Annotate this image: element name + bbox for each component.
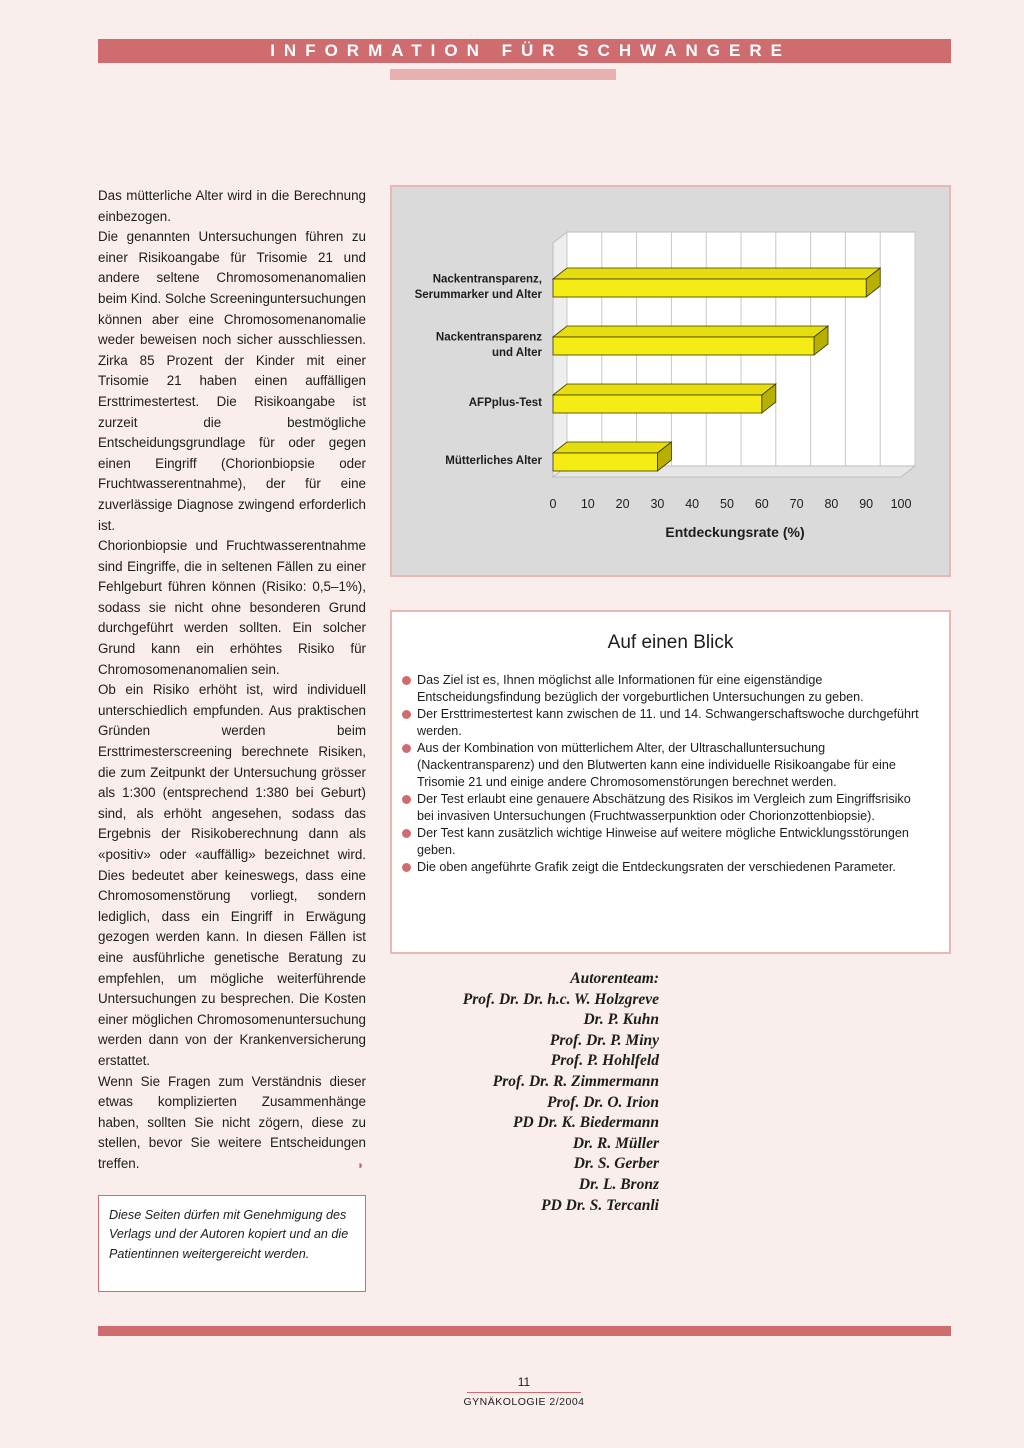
x-tick-label: 70 [789, 497, 804, 511]
body-paragraph: Die genannten Untersuchungen führen zu einer Risikoangabe für Trisomie 21 und andere seltene Chromosomenanomalien beim Kind. Solche Screeninguntersuchungen können aber eine Chromosomenanomalie weder beweisen noch sicher ausschliessen. Zirka 85 Prozent der Kinder mit einer Trisomie 21 haben einen auffälligen Ersttrimestertest. Die Risikoangabe ist zurzeit die bestmögliche Entscheidungsgrundlage für oder gegen einen Eingriff (Chorionbiopsie oder Fruchtwasserentnahme), der für eine zuverlässige Diagnose zwingend erforderlich ist. [98, 229, 366, 533]
bullet-icon [402, 829, 411, 838]
author-name: Prof. P. Hohlfeld [550, 1052, 659, 1070]
end-mark-icon: ◗ [357, 1158, 365, 1172]
category-label: Nackentransparenz, [432, 273, 542, 286]
chart-panel [390, 185, 951, 577]
author-name: Prof. Dr. O. Irion [547, 1093, 659, 1111]
x-tick-label: 40 [685, 497, 700, 511]
bar [553, 453, 657, 471]
bar-top-face [553, 442, 671, 453]
copy-notice-text: Diese Seiten dürfen mit Genehmigung des Verlags und der Autoren kopiert und an die Patientinnen weitergereicht werden. [109, 1208, 349, 1261]
body-text-column [98, 186, 366, 1175]
bullet-icon [402, 795, 411, 804]
author-name: PD Dr. S. Tercanli [541, 1196, 659, 1214]
header-bar [98, 39, 951, 63]
category-label: und Alter [491, 346, 542, 359]
bar [553, 395, 762, 413]
x-tick-label: 90 [859, 497, 874, 511]
author-name: Dr. L. Bronz [578, 1175, 659, 1193]
x-tick-label: 30 [650, 497, 665, 511]
author-name: Prof. Dr. R. Zimmermann [492, 1072, 659, 1090]
bar [553, 337, 814, 355]
body-paragraph: Das mütterliche Alter wird in die Berechnung einbezogen. [98, 188, 366, 224]
bullet-icon [402, 863, 411, 872]
x-tick-label: 80 [824, 497, 839, 511]
body-paragraph: Wenn Sie Fragen zum Verständnis dieser etwas komplizierten Zusammenhänge haben, sollten Sie nicht zögern, diese zu stellen, bevor Sie weitere Entscheidungen treffen. [98, 1073, 366, 1171]
x-axis-label: Entdeckungsrate (%) [665, 524, 805, 540]
author-heading: Autorenteam: [570, 970, 659, 987]
summary-box [390, 610, 951, 954]
journal-divider [467, 1392, 581, 1393]
category-label: Serummarker und Alter [414, 288, 542, 301]
author-name: Prof. Dr. P. Miny [549, 1031, 659, 1049]
header-accent-strip [390, 69, 616, 80]
author-name: Dr. R. Müller [572, 1134, 659, 1152]
header-title: INFORMATION FÜR SCHWANGERE [270, 41, 791, 60]
bar [553, 279, 866, 297]
author-name: Prof. Dr. Dr. h.c. W. Holzgreve [462, 990, 659, 1008]
summary-item: Das Ziel ist es, Ihnen möglichst alle Informationen für eine eigenständige Entscheidungsfindung bezüglich der vorgeburtlichen Untersuchungen zu geben. [402, 672, 922, 706]
x-tick-label: 10 [580, 497, 595, 511]
category-label: AFPplus-Test [468, 397, 542, 409]
bar-top-face [553, 268, 880, 279]
author-team [390, 969, 659, 1216]
author-name: PD Dr. K. Biedermann [513, 1114, 659, 1132]
x-tick-label: 100 [890, 497, 912, 511]
body-paragraph: Ob ein Risiko erhöht ist, wird individuell unterschiedlich empfunden. Aus praktischen Gründen werden beim Ersttrimesterscreening berechnete Risiken, die zum Zeitpunkt der Untersuchung grösser als 1:300 (entsprechend 1:380 bei Geburt) sind, als erhöht angesehen, sodass das Ergebnis der Risikoberechnung dann als «positiv» oder «auffällig» bezeichnet wird. Dies bedeutet aber keineswegs, dass eine Chromosomenstörung vorliegt, sondern lediglich, dass ein Eingriff in Erwägung gezogen werden kann. In diesen Fällen ist eine ausführliche genetische Beratung zu empfehlen, um mögliche weiterführende Untersuchungen zu besprechen. Die Kosten einer möglichen Chromosomenuntersuchung werden dann von der Krankenversicherung erstattet. [98, 682, 366, 1068]
journal-name: GYNÄKOLOGIE 2/2004 [463, 1396, 585, 1408]
summary-item: Der Test erlaubt eine genauere Abschätzung des Risikos im Vergleich zum Eingriffsrisiko bei invasiven Untersuchungen (Fruchtwasserpunktion oder Chorionzottenbiopsie). [402, 791, 922, 825]
author-name: Dr. S. Gerber [573, 1155, 659, 1173]
bullet-icon [402, 676, 411, 685]
footer-bar [98, 1326, 951, 1336]
x-tick-label: 20 [615, 497, 630, 511]
bullet-icon [402, 710, 411, 719]
summary-item: Der Test kann zusätzlich wichtige Hinweise auf weitere mögliche Entwicklungsstörungen geben. [402, 825, 922, 859]
summary-item: Der Ersttrimestertest kann zwischen de 11. und 14. Schwangerschaftswoche durchgeführt werden. [402, 706, 922, 740]
detection-rate-chart [392, 187, 949, 575]
bar-top-face [553, 384, 776, 395]
summary-item: Die oben angeführte Grafik zeigt die Entdeckungsraten der verschiedenen Parameter. [402, 859, 922, 876]
summary-item: Aus der Kombination von mütterlichem Alter, der Ultraschalluntersuchung (Nackentransparenz) und den Blutwerten kann eine individuelle Risikoangabe für eine Trisomie 21 und einige andere Chromosomenstörungen berechnet werden. [402, 740, 922, 791]
copy-notice-box [98, 1195, 366, 1292]
body-paragraph: Chorionbiopsie und Fruchtwasserentnahme sind Eingriffe, die in seltenen Fällen zu einer Fehlgeburt führen können (Risiko: 0,5–1%), sodass sie nicht ohne besonderen Grund durchgeführt werden sollten. Ein solcher Grund kann ein erhöhtes Risiko für Chromosomenanomalien sein. [98, 538, 366, 677]
summary-title: Auf einen Blick [607, 632, 734, 653]
x-tick-label: 0 [549, 497, 557, 511]
x-tick-label: 50 [720, 497, 734, 511]
category-label: Mütterliches Alter [445, 455, 542, 467]
page-number: 11 [517, 1375, 531, 1389]
x-tick-label: 60 [754, 497, 769, 511]
summary-list [402, 672, 922, 876]
author-name: Dr. P. Kuhn [583, 1011, 659, 1029]
category-label: Nackentransparenz [435, 331, 542, 344]
bullet-icon [402, 744, 411, 753]
bar-top-face [553, 326, 828, 337]
